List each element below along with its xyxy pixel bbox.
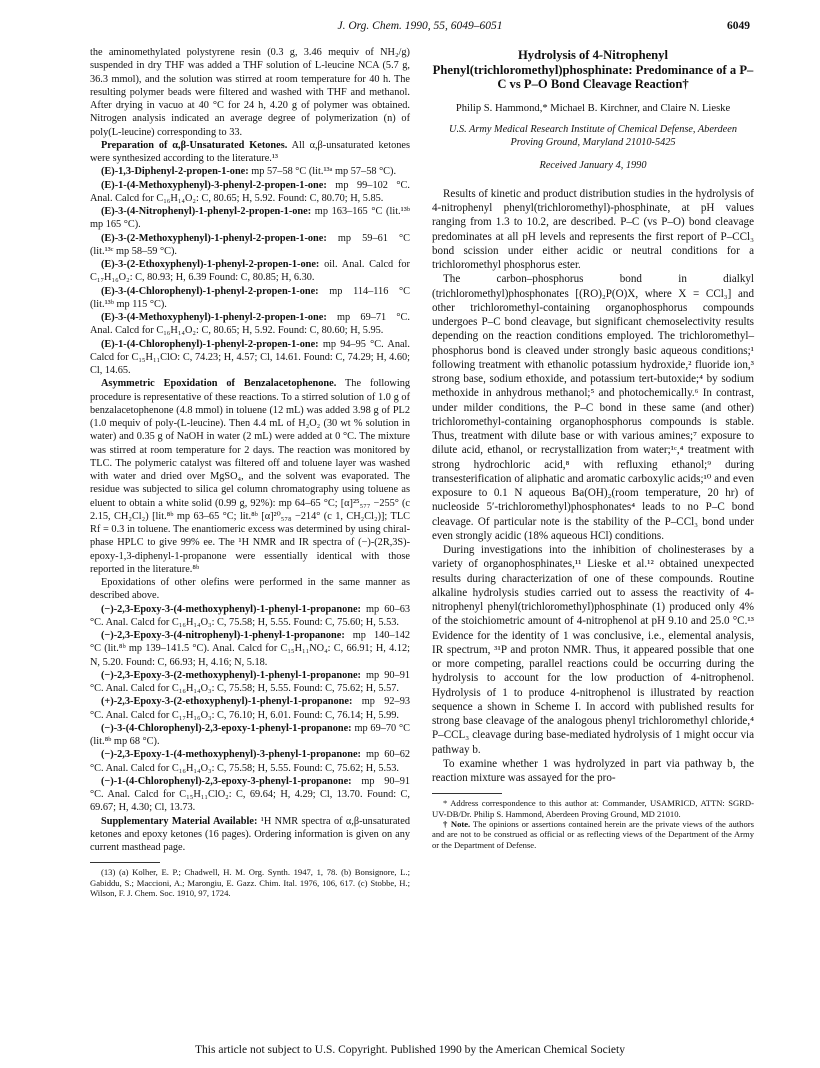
epoxide-name: (−)-1-(4-Chlorophenyl)-2,3-epoxy-3-phenyl-1-propanone: xyxy=(101,775,352,787)
compound-name: (E)-3-(2-Methoxyphenyl)-1-phenyl-2-propen-1-one: xyxy=(101,232,327,244)
compound-data: mp 59–61 °C (lit.¹³ᶜ mp 58–59 °C). xyxy=(90,232,410,257)
body-paragraph: The carbon–phosphorus bond in dialkyl (trichloromethyl)phosphonates [(RO)₂P(O)X, where X = CCl₃] and other trichloromethyl-containing organophosphorus compounds undergoes P–C bond cleavage, but significant chemoselectivity results depending on the reaction conditions employed. The trichloromethyl–phosphorus bond is cleaved under strongly basic aqueous conditions;¹ following treatment with ethanolic potassium hydroxide,² fluoride ion,³ strong base, sodium ethoxide, and potassium tert-butoxide;⁴ by sodium methoxide in anhydrous methanol;⁵ and photochemically.⁶ In contrast, under milder conditions, the P–C bond in these same (and other) trichloromethyl-containing organophosphorus compounds is stable. Thus, treatment with dilute base or with various amines;⁷ exposure to dilute acid, ethanol, or recrystallization from water;¹ᶜ,⁴ treatment with strong hydrochloric acid,⁸ with refluxing ethanol;⁹ during transesterification of aliphatic and aromatic carboxylic acids;¹⁰ and even exposure to 0.1 N aqueous Ba(OH)₂(room temperature, 20 hr) of nucleoside 5′-trichloromethyl)phosphonates⁴ leads to no P–C bond cleavage. Of particular note is the stability of the P–CCl₃ bond under even strongly acidic (18% aqueous HCl) conditions. xyxy=(432,273,754,542)
asym-text: The following procedure is representative of these reactions. To a stirred solution of 1.0 g of benzalacetophenone (4.8 mmol) in toluene (12 mL) was added 3.98 g of PL2 (1.0 mequiv of poly-(L-leucine). Then 4.4 mL of H₂O₂ (30 wt % solution in water) and 0.35 g of NaOH in water (2 mL) were added at 0 °C. The mixture was stirred at room temperature for 2 days. The reaction was monitored by TLC. The polymeric catalyst was filtered off and toluene layer was washed with water and dried over MgSO₄, and the solvent was evaporated. The residue was subjected to silica gel column chromatography using toluene as eluent to obtain a white solid (0.99 g, 92%): mp 64–65 °C; [α]²⁵₅₇₇ −255° (c 2.15, CH₂Cl₂) [lit.⁸ᵇ mp 63–65 °C; lit.⁸ᵇ [α]²⁰₅₇₈ −214° (c 1, CH₂Cl₂)]; TLC Rf = 0.3 in toluene. The enantiomeric excess was determined by using chiral-phase HPLC to give 99% ee. The ¹H NMR and IR spectra of (−)-(2R,3S)-epoxy-1,3-diphenyl-1-propanone were essentially identical with those reported in the literature.⁸ᵇ xyxy=(90,378,410,575)
compound-entry xyxy=(90,179,410,206)
compound-name: (E)-1-(4-Chlorophenyl)-1-phenyl-2-propen-1-one: xyxy=(101,338,319,350)
epoxide-entry xyxy=(90,603,410,630)
prep-heading: Preparation of α,β-Unsaturated Ketones. xyxy=(101,139,288,151)
body-paragraph: Results of kinetic and product distribution studies in the hydrolysis of 4-nitrophenyl phenyl(trichloromethyl)-phosphinate, at pH values ranging from 1.3 to 10.2, are described. P–C (vs P–O) bond cleavage predominates at all pH levels and represents the first report of P–CCl₃ bond scission under either acidic or neutral conditions for a trichloromethyl phosphorus ester. xyxy=(432,187,754,271)
address-footnote: * Address correspondence to this author at: Commander, USAMRICD, ATTN: SGRD-UV-DB/Dr. Philip S. Hammond, Aberdeen Proving Ground, MD 21010. xyxy=(432,798,754,819)
right-column xyxy=(432,46,754,850)
running-header xyxy=(90,20,750,38)
journal-citation: J. Org. Chem. 1990, 55, 6049–6051 xyxy=(337,20,503,32)
epoxide-name: (+)-2,3-Epoxy-3-(2-ethoxyphenyl)-1-phenyl-1-propanone: xyxy=(101,696,353,708)
compound-entry xyxy=(90,258,410,285)
compound-name: (E)-3-(2-Ethoxyphenyl)-1-phenyl-2-propen-1-one: xyxy=(101,259,320,270)
compound-entry xyxy=(90,311,410,338)
asym-heading: Asymmetric Epoxidation of Benzalacetophenone. xyxy=(101,378,337,390)
compound-data: mp 69–71 °C. Anal. Calcd for C₁₆H₁₄O₂: C, 80.65; H, 5.92. Found: C, 80.60; H, 5.95. xyxy=(90,312,410,337)
copyright-footer: This article not subject to U.S. Copyright. Published 1990 by the American Chemical Society xyxy=(195,1044,625,1056)
compound-data: oil. Anal. Calcd for C₁₇H₁₆O₂: C, 80.93; H, 6.39 Found: C, 80.85; H, 6.30. xyxy=(90,259,410,284)
compound-name: (E)-3-(4-Chlorophenyl)-1-phenyl-2-propen-1-one: xyxy=(101,285,319,297)
epoxide-data: mp 140–142 °C (lit.⁸ᵇ mp 139–141.5 °C). Anal. Calcd for C₁₅H₁₁NO₄: C, 66.91; H, 4.12; N, 5.20. Found: C, 66.93; H, 4.16; N, 5.18. xyxy=(90,630,410,668)
compound-data: mp 99–102 °C. Anal. Calcd for C₁₆H₁₄O₂: C, 80.65; H, 5.92. Found: C, 80.70; H, 5.85. xyxy=(90,179,410,204)
epox-intro: Epoxidations of other olefins were performed in the same manner as described above. xyxy=(90,577,410,602)
affiliation: U.S. Army Medical Research Institute of Chemical Defense, Aberdeen Proving Ground, Maryland 21010-5425 xyxy=(449,123,737,148)
epoxide-data: mp 90–91 °C. Anal. Calcd for C₁₅H₁₁ClO₂: C, 69.64; H, 4.29; Cl, 13.70. Found: C, 69.67; H, 4.30; Cl, 13.73. xyxy=(90,775,410,814)
epoxide-entry xyxy=(90,722,410,749)
compound-name: (E)-1-(4-Methoxyphenyl)-3-phenyl-2-propen-1-one: xyxy=(101,179,327,191)
received-date: Received January 4, 1990 xyxy=(539,159,647,171)
epoxide-data: mp 90–91 °C. Anal. Calcd for C₁₆H₁₄O₃: C, 75.58; H, 5.55. Found: C, 75.62; H, 5.57. xyxy=(90,669,410,694)
epoxide-data: mp 69–70 °C (lit.⁸ᵇ mp 68 °C). xyxy=(90,722,410,747)
epoxide-name: (−)-2,3-Epoxy-3-(2-methoxyphenyl)-1-phenyl-1-propanone: xyxy=(101,669,361,681)
body-paragraph: To examine whether 1 was hydrolyzed in part via pathway b, the reaction mixture was assayed for the pro- xyxy=(432,757,754,784)
epoxide-name: (−)-2,3-Epoxy-3-(4-methoxyphenyl)-1-phenyl-1-propanone: xyxy=(101,603,361,615)
supp-text: ¹H NMR spectra of α,β-unsaturated ketones and epoxy ketones (16 pages). Ordering information is given on any current masthead page. xyxy=(90,815,410,853)
epoxide-entry xyxy=(90,669,410,696)
compound-entry xyxy=(90,285,410,312)
footnote-divider xyxy=(90,862,160,863)
epoxide-data: mp 92–93 °C. Anal. Calcd for C₁₇H₁₆O₃: C, 76.10; H, 6.01. Found: C, 76.14; H, 5.99. xyxy=(90,696,410,721)
body-paragraph: During investigations into the inhibition of cholinesterases by a variety of organophosphinates,¹¹ Lieske et al.¹² obtained unexpected results during characterization of one of these compounds. Routine alkaline hydrolysis studies carried out to assess the reactivity of 4-nitrophenyl phenyl(trichloromethyl)phosphinate (1) produced only 4% of the stoichiometric amount of 4-nitrophenol at pH 9.10 and 25.0 °C.¹³ Evidence for the identity of 1 was conclusive, i.e., elemental analysis, IR spectrum, ³¹P and proton NMR. Thus, it appeared possible that one or more competing, parallel reactions could be occurring during the hydrolysis to account for the low production of 4-nitrophenol. Hydrolysis of 1 to produce 4-nitrophenol is illustrated by reaction sequence a shown in Scheme I. In accord with published results for strong base cleavage of the analogous phenyl trichloromethyl chloride,⁴ P–CCL₃ cleavage during base-mediated hydrolysis of 1 might occur via pathway b. xyxy=(432,544,754,756)
epoxide-list xyxy=(90,603,410,815)
intro-paragraph: the aminomethylated polystyrene resin (0.3 g, 3.46 mequiv of NH₂/g) suspended in dry THF was added a THF solution of L-leucine NCA (5.7 g, 36.3 mmol), and the solution was stirred at room temperature for 40 h. The resulting polymer beads were filtered and washed with THF and methanol. After drying in vacuo at 40 °C for 24 h, 4.20 g of polymer was obtained. Nitrogen analysis indicated an average degree of polymerization (n) of poly(L-leucine) corresponding to 33. xyxy=(90,47,410,138)
epoxide-entry xyxy=(90,695,410,722)
article-title: Hydrolysis of 4-Nitrophenyl Phenyl(trichloromethyl)phosphinate: Predominance of a P–C vs P–O Bond Cleavage Reaction† xyxy=(432,48,754,91)
epoxide-entry xyxy=(90,748,410,775)
compound-data: mp 94–95 °C. Anal. Calcd for C₁₅H₁₁ClO: C, 74.23; H, 4.57; Cl, 14.61. Found: C, 74.29; H, 4.60; Cl, 14.65. xyxy=(90,338,410,376)
article-body xyxy=(432,187,754,786)
compound-list xyxy=(90,165,410,377)
epoxide-entry xyxy=(90,775,410,815)
footnote-divider xyxy=(432,793,502,794)
epoxide-entry xyxy=(90,629,410,669)
epoxide-data: mp 60–62 °C. Anal. Calcd for C₁₆H₁₄O₃: C, 75.58; H, 5.55. Found: C, 75.62; H, 5.53. xyxy=(90,749,410,774)
compound-entry xyxy=(90,338,410,378)
epoxide-name: (−)-3-(4-Chlorophenyl)-2,3-epoxy-1-phenyl-1-propanone: xyxy=(101,722,352,734)
note-text: The opinions or assertions contained herein are the private views of the authors and are not to be construed as official or as reflecting views of the Department of the Army or the Department of Defense. xyxy=(432,819,754,850)
prep-paragraph xyxy=(90,139,410,166)
compound-data: mp 57–58 °C (lit.¹³ᵃ mp 57–58 °C). xyxy=(248,166,397,178)
compound-data: mp 114–116 °C (lit.¹³ᵇ mp 115 °C). xyxy=(90,285,410,310)
authors: Philip S. Hammond,* Michael B. Kirchner, and Claire N. Lieske xyxy=(455,102,731,114)
compound-name: (E)-1,3-Diphenyl-2-propen-1-one: xyxy=(101,166,249,178)
supplementary-material xyxy=(90,815,410,855)
left-column xyxy=(90,46,410,898)
prep-text: All α,β-unsaturated ketones were synthesized according to the literature.¹³ xyxy=(90,139,410,164)
epoxide-name: (−)-2,3-Epoxy-1-(4-methoxyphenyl)-3-phenyl-1-propanone: xyxy=(101,749,361,761)
epoxide-name: (−)-2,3-Epoxy-3-(4-nitrophenyl)-1-phenyl-1-propanone: xyxy=(101,630,345,641)
note-footnote xyxy=(432,819,754,850)
compound-entry xyxy=(90,165,410,178)
compound-name: (E)-3-(4-Nitrophenyl)-1-phenyl-2-propen-1-one: xyxy=(101,206,312,217)
compound-name: (E)-3-(4-Methoxyphenyl)-1-phenyl-2-propen-1-one: xyxy=(101,312,327,323)
compound-entry xyxy=(90,205,410,232)
compound-data: mp 163–165 °C (lit.¹³ᵇ mp 165 °C). xyxy=(90,206,410,231)
compound-entry xyxy=(90,232,410,259)
note-heading: † Note. xyxy=(443,819,471,830)
epoxide-data: mp 60–63 °C. Anal. Calcd for C₁₆H₁₄O₃: C, 75.58; H, 5.55. Found: C, 75.60; H, 5.53. xyxy=(90,603,410,628)
page-number: 6049 xyxy=(727,20,750,32)
reference-13: (13) (a) Kolher, E. P.; Chadwell, H. M. Org. Synth. 1947, 1, 78. (b) Bonsignore, L.; Gabiddu, S.; Maccioni, A.; Marongiu, E. Gazz. Chim. Ital. 1976, 106, 617. (c) Stobbe, H.; Wilson, F. J. Chem. Soc. 1910, 97, 1724. xyxy=(90,867,410,899)
supp-heading: Supplementary Material Available: xyxy=(101,815,258,827)
asym-paragraph xyxy=(90,377,410,576)
